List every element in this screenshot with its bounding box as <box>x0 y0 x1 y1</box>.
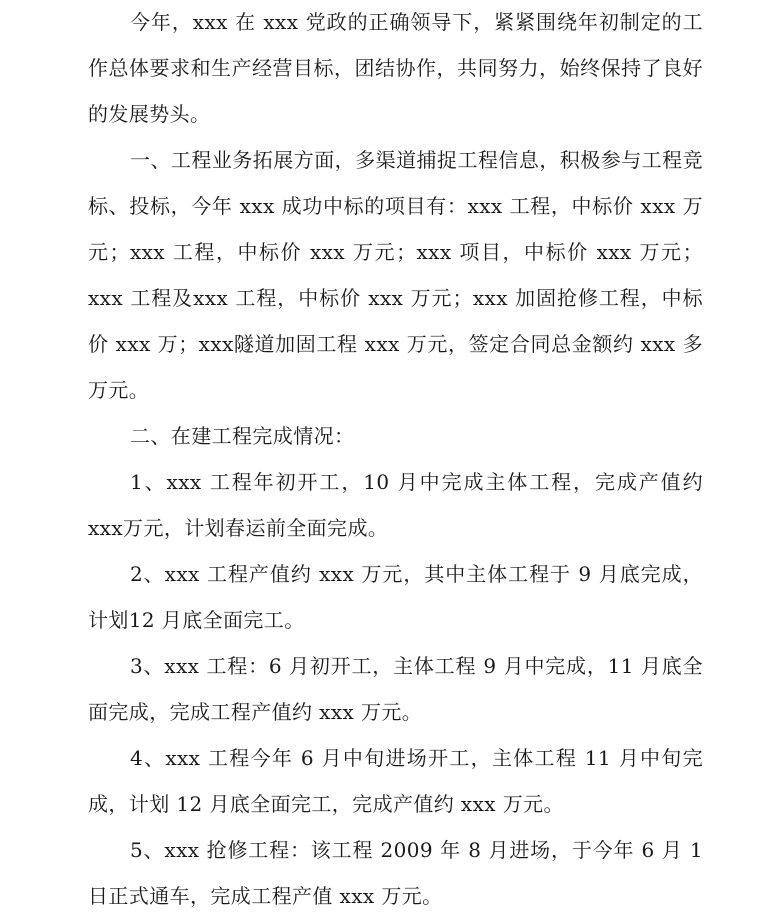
paragraph-business-expansion: 一、工程业务拓展方面，多渠道捕捉工程信息，积极参与工程竞标、投标，今年 xxx 成功中标的项目有：xxx 工程，中标价 xxx 万元；xxx 工程，中标价 xxx 万元；xxx 项目，中标价 xxx 万元；xxx 工程及xxx 工程，中标价 xxx 万元；xxx 加固抢修工程，中标价 xxx 万；xxx隧道加固工程 xxx 万元，签定合同总金额约 xxx 多万元。 <box>88 148 703 402</box>
paragraph-section-heading: 二、在建工程完成情况： <box>130 424 355 448</box>
paragraph-item-5: 5、xxx 抢修工程：该工程 2009 年 8 月进场，于今年 6 月 1 日正式通车，完成工程产值 xxx 万元。 <box>88 838 703 908</box>
paragraph-item-4: 4、xxx 工程今年 6 月中旬进场开工，主体工程 11 月中旬完成，计划 12 月底全面完工，完成产值约 xxx 万元。 <box>88 746 703 816</box>
document-page <box>88 0 703 919</box>
paragraph-item-2: 2、xxx 工程产值约 xxx 万元，其中主体工程于 9 月底完成，计划12 月底全面完工。 <box>88 562 703 632</box>
paragraph-item-3: 3、xxx 工程：6 月初开工，主体工程 9 月中完成，11 月底全面完成，完成工程产值约 xxx 万元。 <box>88 654 703 724</box>
paragraph-intro: 今年，xxx 在 xxx 党政的正确领导下，紧紧围绕年初制定的工作总体要求和生产经营目标，团结协作，共同努力，始终保持了良好的发展势头。 <box>88 10 703 126</box>
paragraph-item-1: 1、xxx 工程年初开工，10 月中完成主体工程，完成产值约 xxx万元，计划春运前全面完成。 <box>88 470 703 540</box>
